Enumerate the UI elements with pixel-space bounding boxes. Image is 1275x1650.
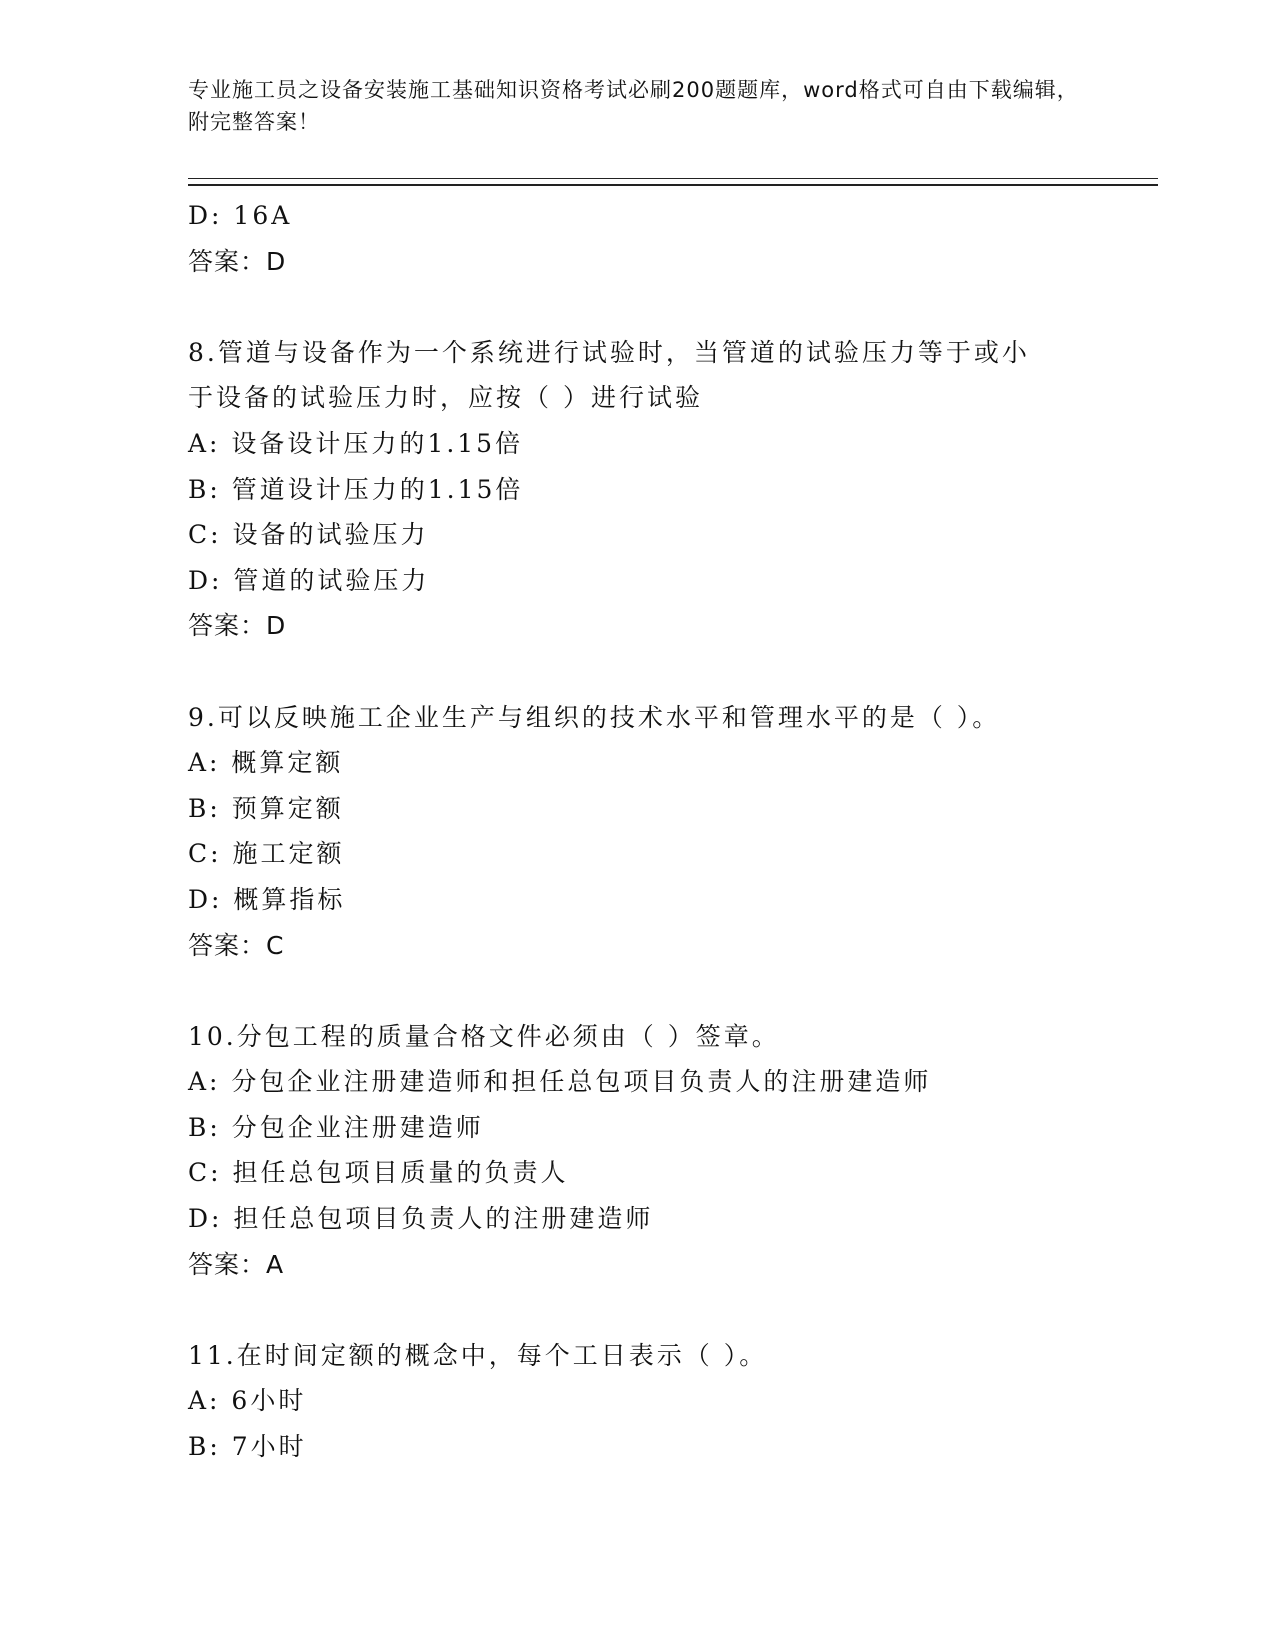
option-a: A: 6小时 [188, 1386, 307, 1416]
answer: 答案：C [188, 930, 285, 960]
option-a: A: 概算定额 [188, 748, 344, 778]
question-list [188, 193, 1068, 1470]
question-8 [188, 330, 1068, 649]
question-stem: 8.管道与设备作为一个系统进行试验时，当管道的试验压力等于或小 [188, 337, 1030, 367]
option-a: A: 设备设计压力的1.15倍 [188, 428, 524, 458]
question-9 [188, 695, 1068, 969]
spacer [188, 1287, 1068, 1333]
question-11 [188, 1333, 1068, 1470]
spacer [188, 968, 1068, 1014]
option-b: B: 7小时 [188, 1432, 307, 1462]
spacer [188, 649, 1068, 695]
header-divider [188, 178, 1158, 186]
question-10 [188, 1014, 1068, 1288]
answer: 答案：A [188, 1249, 285, 1279]
option-d: D: 概算指标 [188, 884, 346, 914]
question-stem: 11.在时间定额的概念中，每个工日表示（ ）。 [188, 1340, 768, 1370]
option-c: C: 担任总包项目质量的负责人 [188, 1158, 569, 1188]
spacer [188, 284, 1068, 330]
option-b: B: 分包企业注册建造师 [188, 1112, 484, 1142]
option-b: B: 管道设计压力的1.15倍 [188, 474, 524, 504]
previous-question-answer: 答案：D [188, 246, 287, 276]
question-stem: 10.分包工程的质量合格文件必须由（ ）签章。 [188, 1021, 780, 1051]
answer: 答案：D [188, 611, 287, 641]
question-stem-continued: 于设备的试验压力时，应按（ ）进行试验 [188, 383, 703, 413]
option-d: D: 担任总包项目负责人的注册建造师 [188, 1204, 654, 1234]
option-d: D: 管道的试验压力 [188, 565, 430, 595]
previous-question-option-d: D: 16A [188, 201, 293, 230]
option-b: B: 预算定额 [188, 793, 344, 823]
option-c: C: 设备的试验压力 [188, 520, 429, 550]
option-c: C: 施工定额 [188, 839, 345, 869]
question-stem: 9.可以反映施工企业生产与组织的技术水平和管理水平的是（ ）。 [188, 702, 1001, 732]
document-header: 专业施工员之设备安装施工基础知识资格考试必刷200题题库，word格式可自由下载编辑，附完整答案！ [188, 78, 1079, 134]
option-a: A: 分包企业注册建造师和担任总包项目负责人的注册建造师 [188, 1067, 932, 1097]
